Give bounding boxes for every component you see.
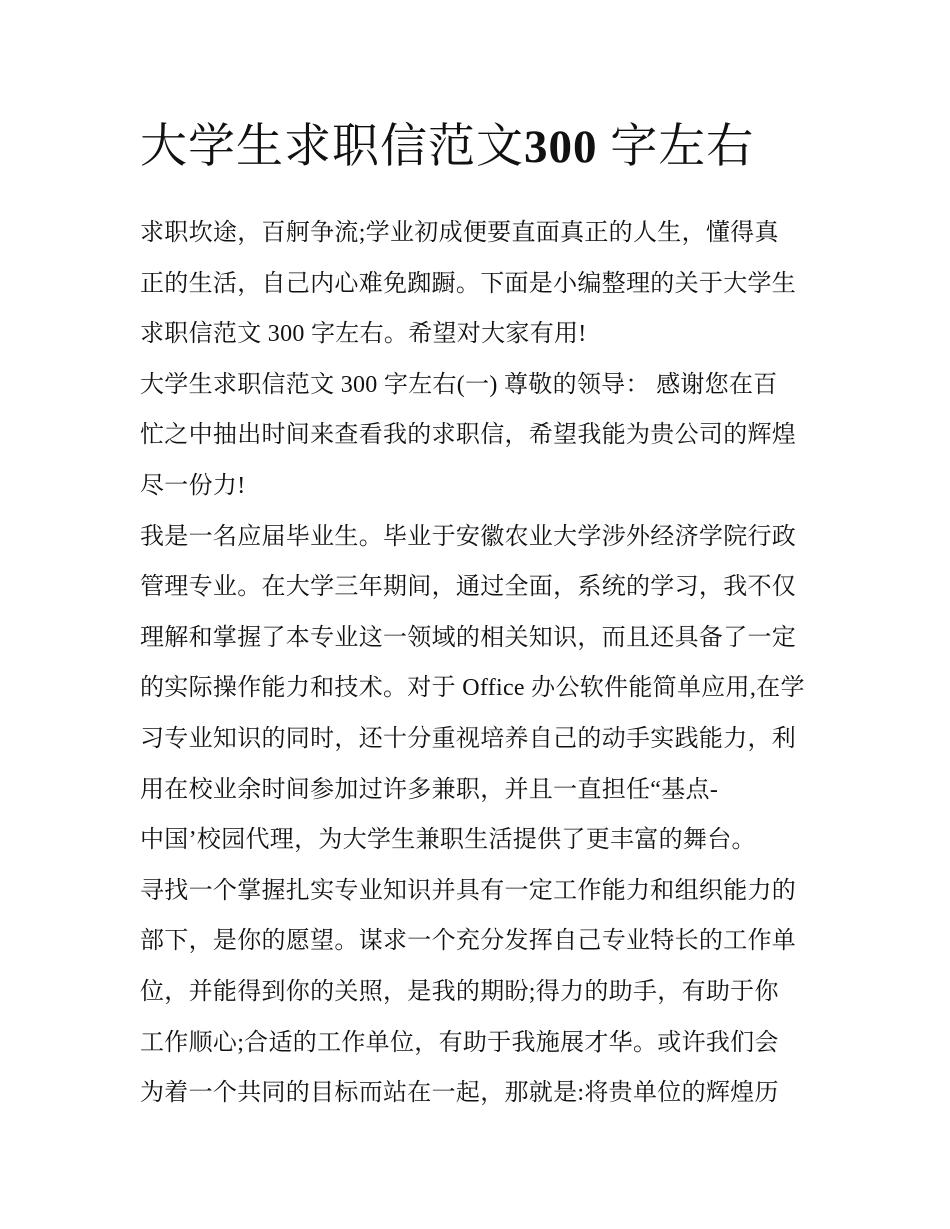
- text-line: 工作顺心;合适的工作单位，有助于我施展才华。或许我们会: [140, 1029, 779, 1056]
- title-number: 300: [524, 121, 598, 173]
- text-line: 中国’校园代理，为大学生兼职生活提供了更丰富的舞台。: [140, 827, 756, 854]
- text-line: 的实际操作能力和技术。对于 Office 办公软件能简单应用,在学: [140, 675, 805, 702]
- document-title: [140, 112, 820, 182]
- text-line: 正的生活，自己内心难免踟蹰。下面是小编整理的关于大学生: [140, 270, 797, 297]
- document-body: [140, 208, 820, 1119]
- title-suffix: 字左右: [597, 121, 755, 173]
- text-line: 我是一名应届毕业生。毕业于安徽农业大学涉外经济学院行政: [140, 523, 797, 550]
- text-line: 部下，是你的愿望。谋求一个充分发挥自己专业特长的工作单: [140, 928, 797, 955]
- text-line: 求职坎途，百舸争流;学业初成便要直面真正的人生，懂得真: [140, 220, 779, 246]
- document-page: [140, 112, 820, 1119]
- text-line: 尽一份力!: [140, 472, 246, 499]
- text-line: 理解和掌握了本专业这一领域的相关知识，而且还具备了一定: [140, 624, 797, 651]
- text-line: 大学生求职信范文 300 字左右(一) 尊敬的领导： 感谢您在百: [140, 371, 778, 398]
- text-line: 求职信范文 300 字左右。希望对大家有用!: [140, 321, 587, 348]
- text-line: 位，并能得到你的关照，是我的期盼;得力的助手，有助于你: [140, 978, 779, 1005]
- text-line: 习专业知识的同时，还十分重视培养自己的动手实践能力，利: [140, 725, 797, 752]
- text-line: 忙之中抽出时间来查看我的求职信，希望我能为贵公司的辉煌: [140, 422, 797, 449]
- text-line: 管理专业。在大学三年期间，通过全面，系统的学习，我不仅: [140, 574, 797, 601]
- text-line: 用在校业余时间参加过许多兼职，并且一直担任“基点-: [140, 776, 719, 803]
- text-line: 为着一个共同的目标而站在一起，那就是:将贵单位的辉煌历: [140, 1080, 779, 1107]
- title-prefix: 大学生求职信范文: [140, 121, 524, 173]
- text-line: 寻找一个掌握扎实专业知识并具有一定工作能力和组织能力的: [140, 877, 797, 904]
